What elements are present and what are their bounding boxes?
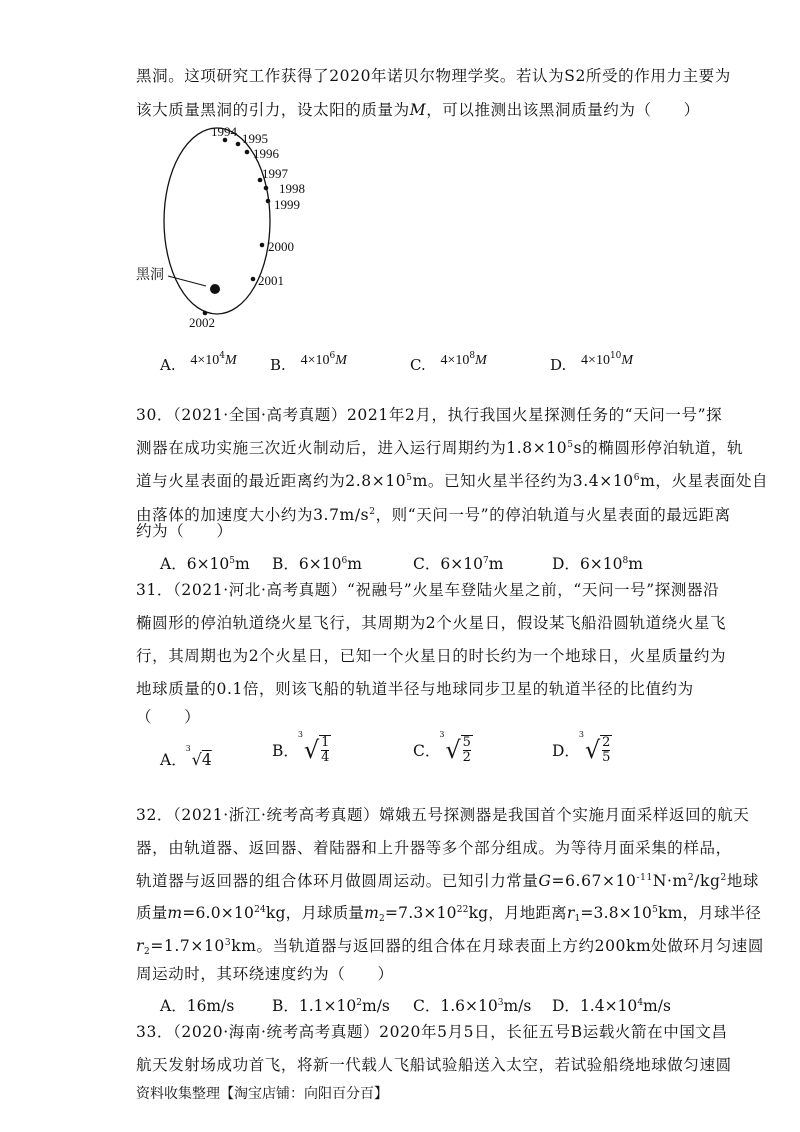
q31-option-b[interactable]: B． 3 √ $\frac{1}{4}$ (272, 730, 330, 765)
black-hole-label: 黑洞 (136, 268, 164, 283)
q29-option-d[interactable]: D. $4\times 10^{10}M$ (550, 351, 634, 374)
q33-line-2: 航天发射场成功首飞，将新一代载人飞船试验船送入太空，若试验船绕地球做匀速圆 (136, 1056, 732, 1074)
q32-option-c[interactable]: C．$1.6\times 10^3m/s$ (413, 997, 532, 1015)
q29-option-a[interactable]: A. $4\times 10^4M$ (160, 351, 237, 374)
black-hole-pointer (168, 276, 206, 286)
q32-line-1: 32．（2021·浙江·统考高考真题）嫦娥五号探测器是我国首个实施月面采样返回的航天 (136, 806, 750, 824)
orbit-figure (120, 115, 320, 340)
q30-line-3: 道与火星表面的最近距离约为$2.8\times 10^5m$。已知火星半径约为$3.4\times 10^6m$，火星表面处自 (136, 472, 769, 490)
q30-option-b[interactable]: B．$6\times 10^6m$ (272, 555, 362, 573)
star-2001 (251, 277, 256, 282)
intro-line-1: 黑洞。这项研究工作获得了2020年诺贝尔物理学奖。若认为S2所受的作用力主要为 (136, 67, 731, 85)
star-1995 (236, 142, 241, 147)
black-hole (210, 284, 220, 294)
q30-line-4: 由落体的加速度大小约为$3.7m/s^2$，则“天问一号”的停泊轨道与火星表面的最远距离 (136, 506, 731, 524)
q30-option-d[interactable]: D．$6\times 10^8m$ (552, 555, 643, 573)
q32-line-4: 质量$m=6.0\times 10^{24}kg$，月球质量$m_2=7.3\times 10^{22}kg$，月地距离$r_1=3.8\times 10^5km$，月球半径 (136, 904, 762, 924)
q29-option-c[interactable]: C. $4\times 10^8M$ (410, 351, 487, 374)
star-1999 (266, 199, 271, 204)
year-label-1996: 1996 (253, 146, 279, 161)
year-label-2001: 2001 (258, 273, 284, 288)
star-1996 (245, 150, 250, 155)
q31-line-4: 地球质量的0.1倍，则该飞船的轨道半径与地球同步卫星的轨道半径的比值约为 (136, 680, 694, 698)
q31-option-d[interactable]: D． 3 √ $\frac{2}{5}$ (552, 730, 611, 765)
q30-option-c[interactable]: C．$6\times 10^7m$ (413, 555, 504, 573)
q32-line-3: 轨道器与返回器的组合体环月做圆周运动。已知引力常量$G=6.67\times 10^{-11}N\cdot m^2/kg^2$地球 (136, 872, 760, 890)
q31-option-c[interactable]: C． 3 √ $\frac{5}{2}$ (413, 730, 471, 765)
q30-line-5: 约为（ ） (136, 522, 233, 540)
year-label-1994: 1994 (211, 124, 237, 139)
q32-line-6: 周运动时，其环绕速度约为（ ） (136, 965, 394, 983)
year-label-1997: 1997 (262, 166, 288, 181)
footer-source: 资料收集整理【淘宝店铺：向阳百分百】 (136, 1086, 388, 1102)
q31-line-5: （ ） (136, 708, 201, 726)
intro-line-2: 该大质量黑洞的引力，设太阳的质量为M，可以推测出该黑洞质量约为（ ） (136, 101, 700, 119)
year-label-2000: 2000 (268, 239, 294, 254)
q31-line-3: 行，其周期也为2个火星日，已知一个火星日的时长约为一个地球日，火星质量约为 (136, 647, 727, 665)
year-label-2002: 2002 (189, 315, 215, 330)
q32-option-a[interactable]: A．16m/s (160, 997, 235, 1015)
year-label-1999: 1999 (274, 197, 300, 212)
q32-line-2: 器，由轨道器、返回器、着陆器和上升器等多个部分组成。为等待月面采集的样品， (136, 839, 732, 857)
q32-option-b[interactable]: B．$1.1\times 10^2m/s$ (272, 997, 390, 1015)
q29-option-b[interactable]: B. $4\times 10^6M$ (270, 351, 347, 374)
q32-option-d[interactable]: D．$1.4\times 10^4m/s$ (552, 997, 671, 1015)
q31-line-2: 椭圆形的停泊轨道绕火星飞行，其周期为2个火星日，假设某飞船沿圆轨道绕火星飞 (136, 614, 727, 632)
q33-line-1: 33．（2020·海南·统考高考真题）2020年5月5日，长征五号B运载火箭在中国文昌 (136, 1023, 728, 1041)
q30-option-a[interactable]: A．$6\times 10^5m$ (160, 555, 250, 573)
star-1998 (264, 186, 269, 191)
q30-line-1: 30．（2021·全国·高考真题）2021年2月，执行我国火星探测任务的“天问一号”探 (136, 406, 723, 424)
year-label-1998: 1998 (279, 181, 305, 196)
q31-option-a[interactable]: A． 3 √4 (160, 744, 212, 769)
year-label-1995: 1995 (242, 131, 268, 146)
q30-line-2: 测器在成功实施三次近火制动后，进入运行周期约为$1.8\times 10^5s$的椭圆形停泊轨道，轨 (136, 439, 744, 457)
q32-line-5: $r_2=1.7\times 10^3km$。当轨道器与返回器的组合体在月球表面上方约200km处做环月匀速圆 (136, 937, 765, 957)
q31-line-1: 31．（2021·河北·高考真题）“祝融号”火星车登陆火星之前，“天问一号”探测器沿 (136, 581, 720, 599)
star-2000 (260, 243, 265, 248)
